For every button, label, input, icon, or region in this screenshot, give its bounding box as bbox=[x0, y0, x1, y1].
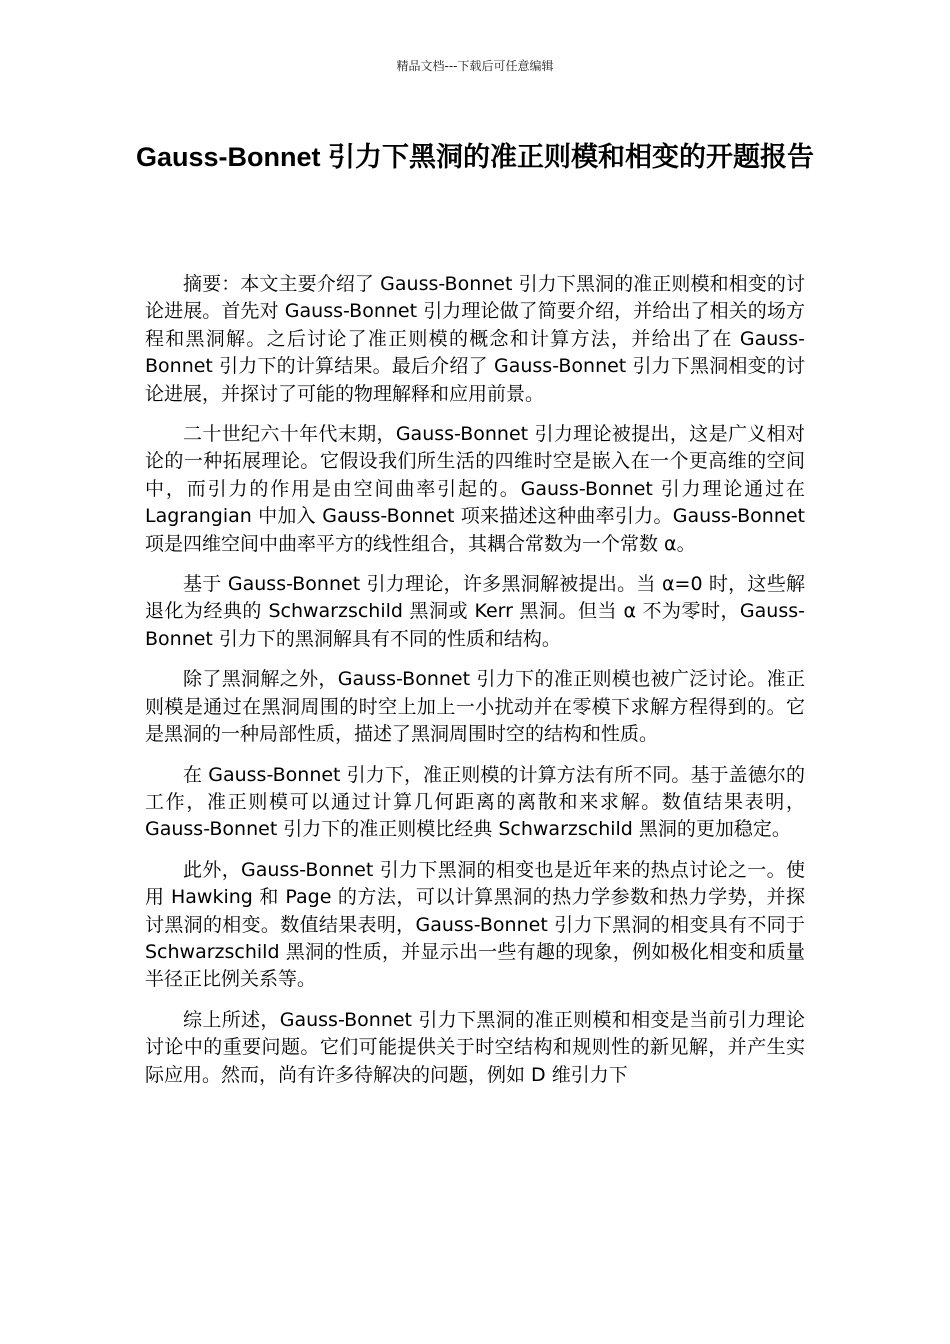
paragraph: 基于 Gauss-Bonnet 引力理论，许多黑洞解被提出。当 α=0 时，这些解退化为经典的 Schwarzschild 黑洞或 Kerr 黑洞。但当 α 不为零时，Gauss-Bonnet 引力下的黑洞解具有不同的性质和结构。 bbox=[145, 573, 805, 650]
paragraph: 此外，Gauss-Bonnet 引力下黑洞的相变也是近年来的热点讨论之一。使用 Hawking 和 Page 的方法，可以计算黑洞的热力学参数和热力学势，并探讨黑洞的相变。数值结果表明，Gauss-Bonnet 引力下黑洞的相变具有不同于 Schwarzschild 黑洞的性质，并显示出一些有趣的现象，例如极化相变和质量半径正比例关系等。 bbox=[145, 858, 805, 991]
paragraph: 综上所述，Gauss-Bonnet 引力下黑洞的准正则模和相变是当前引力理论讨论中的重要问题。它们可能提供关于时空结构和规则性的新见解，并产生实际应用。然而，尚有许多待解决的问题，例如 D 维引力下 bbox=[145, 1008, 805, 1086]
paragraph-abstract: 摘要：本文主要介绍了 Gauss-Bonnet 引力下黑洞的准正则模和相变的讨论进展。首先对 Gauss-Bonnet 引力理论做了简要介绍，并给出了相关的场方程和黑洞解。之后讨论了准正则模的概念和计算方法，并给出了在 Gauss-Bonnet 引力下的计算结果。最后介绍了 Gauss-Bonnet 引力下黑洞相变的讨论进展，并探讨了可能的物理解释和应用前景。 bbox=[145, 273, 805, 405]
paragraph: 除了黑洞解之外，Gauss-Bonnet 引力下的准正则模也被广泛讨论。准正则模是通过在黑洞周围的时空上加上一小扰动并在零模下求解方程得到的。它是黑洞的一种局部性质，描述了黑洞周围时空的结构和性质。 bbox=[145, 668, 805, 746]
paragraph: 二十世纪六十年代末期，Gauss-Bonnet 引力理论被提出，这是广义相对论的一种拓展理论。它假设我们所生活的四维时空是嵌入在一个更高维的空间中，而引力的作用是由空间曲率引起的。Gauss-Bonnet 引力理论通过在 Lagrangian 中加入 Gauss-Bonnet 项来描述这种曲率引力。Gauss-Bonnet 项是四维空间中曲率平方的线性组合，其耦合常数为一个常数 α。 bbox=[145, 423, 805, 555]
document-body bbox=[145, 271, 805, 1102]
paragraph: 在 Gauss-Bonnet 引力下，准正则模的计算方法有所不同。基于盖德尔的工作，准正则模可以通过计算几何距离的离散和来求解。数值结果表明，Gauss-Bonnet 引力下的准正则模比经典 Schwarzschild 黑洞的更加稳定。 bbox=[145, 763, 805, 841]
document-title: Gauss-Bonnet 引力下黑洞的准正则模和相变的开题报告 bbox=[135, 142, 815, 172]
header-note: 精品文档---下载后可任意编辑 bbox=[396, 59, 554, 73]
